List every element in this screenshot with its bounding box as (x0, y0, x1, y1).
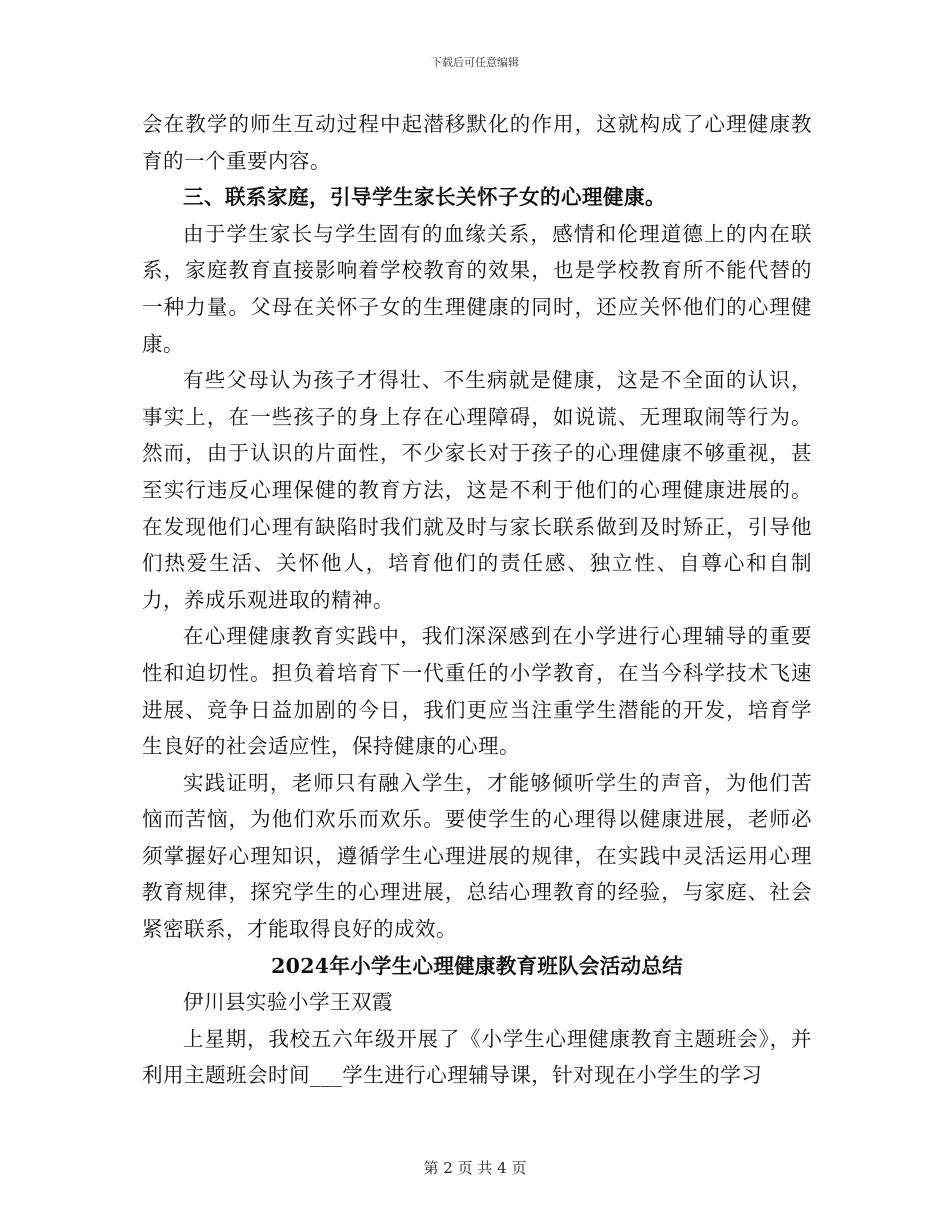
paragraph-family-relation: 由于学生家长与学生固有的血缘关系，感情和伦理道德上的内在联系，家庭教育直接影响着学校教育的效果，也是学校教育所不能代替的一种力量。父母在关怀子女的生理健康的同时，还应关怀他们的心理健康。 (142, 221, 812, 356)
paragraph-intro: 上星期，我校五六年级开展了《小学生心理健康教育主题班会》，并利用主题班会时间___学生进行心理辅导课，针对现在小学生的学习 (142, 1026, 812, 1088)
header-note: 下载后可任意编辑 (431, 56, 519, 69)
author-line: 伊川县实验小学王双霞 (183, 990, 393, 1015)
section-heading-3: 三、联系家庭，引导学生家长关怀子女的心理健康。 (183, 185, 666, 210)
paragraph-parents-view: 有些父母认为孩子才得壮、不生病就是健康，这是不全面的认识，事实上，在一些孩子的身上存在心理障碍，如说谎、无理取闹等行为。然而，由于认识的片面性，不少家长对于孩子的心理健康不够重视，甚至实行违反心理保健的教育方法，这是不利于他们的心理健康进展的。在发现他们心理有缺陷时我们就及时与家长联系做到及时矫正，引导他们热爱生活、关怀他人，培育他们的责任感、独立性、自尊心和自制力，养成乐观进取的精神。 (142, 368, 812, 612)
page-number: 第 2 页 共 4 页 (423, 1159, 527, 1177)
paragraph-practice: 在心理健康教育实践中，我们深深感到在小学进行心理辅导的重要性和迫切性。担负着培育下一代重任的小学教育，在当今科学技术飞速进展、竞争日益加剧的今日，我们更应当注重学生潜能的开发，培育学生良好的社会适应性，保持健康的心理。 (142, 624, 812, 759)
document-title: 2024年小学生心理健康教育班队会活动总结 (271, 953, 683, 978)
paragraph-proof: 实践证明，老师只有融入学生，才能够倾听学生的声音，为他们苦恼而苦恼，为他们欢乐而欢乐。要使学生的心理得以健康进展，老师必须掌握好心理知识，遵循学生心理进展的规律，在实践中灵活运用心理教育规律，探究学生的心理进展，总结心理教育的经验，与家庭、社会紧密联系，才能取得良好的成效。 (142, 770, 812, 942)
document-body (142, 106, 812, 1094)
paragraph-continuation: 会在教学的师生互动过程中起潜移默化的作用，这就构成了心理健康教育的一个重要内容。 (142, 112, 812, 173)
